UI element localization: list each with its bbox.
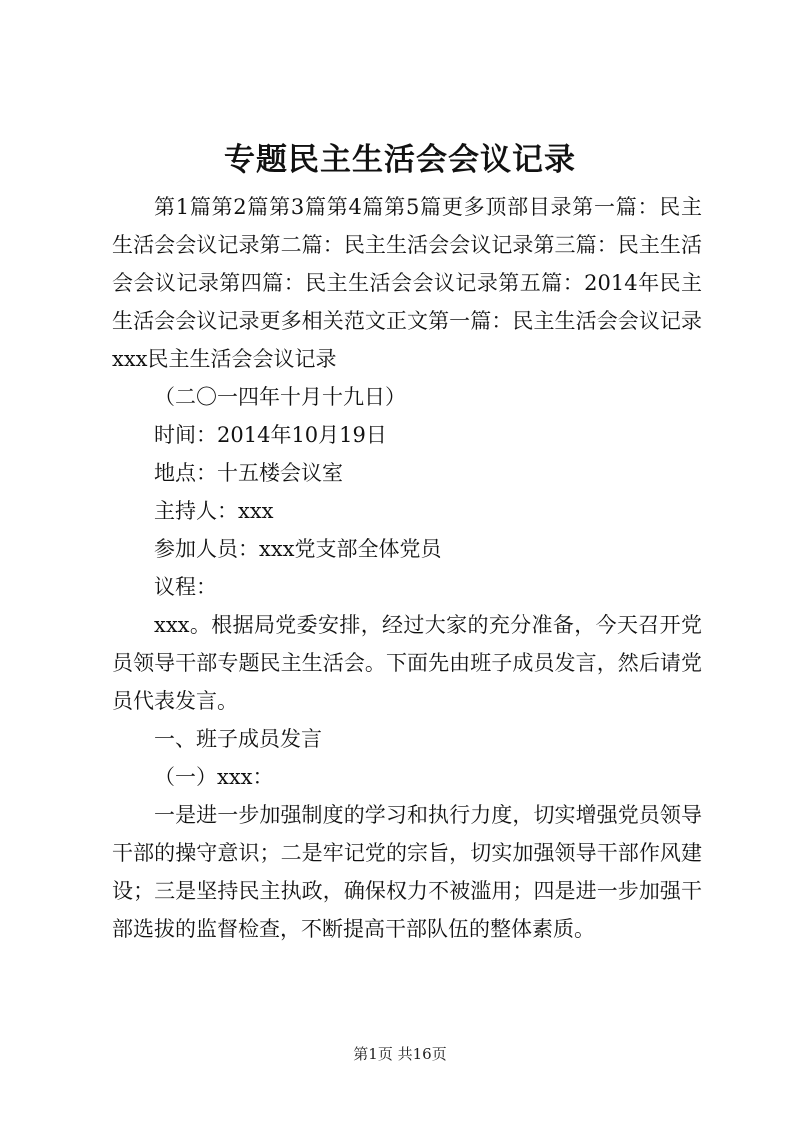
paragraph-location: 地点：十五楼会议室: [154, 461, 343, 485]
paragraph-opening: xxx。根据局党委安排，经过大家的充分准备，今天召开党员领导干部专题民主生活会。下面先由班子成员发言，然后请党员代表发言。: [112, 613, 702, 713]
paragraph-toc: 第1篇第2篇第3篇第4篇第5篇更多顶部目录第一篇：民主生活会会议记录第二篇：民主生活会会议记录第三篇：民主生活会会议记录第四篇：民主生活会会议记录第五篇：2014年民主生活会会议记录更多相关范文正文第一篇：民主生活会会议记录xxx民主生活会会议记录: [112, 195, 702, 371]
paragraph-speaker-label: （一）xxx：: [154, 765, 274, 789]
paragraph-section-heading: 一、班子成员发言: [154, 727, 322, 751]
document-body: [112, 188, 702, 948]
page-number-footer: 第1页 共16页: [353, 1045, 447, 1063]
paragraph-attendees: 参加人员：xxx党支部全体党员: [154, 537, 442, 561]
paragraph-agenda-label: 议程：: [154, 575, 217, 599]
paragraph-time: 时间：2014年10月19日: [154, 423, 387, 447]
paragraph-speech: 一是进一步加强制度的学习和执行力度，切实增强党员领导干部的操守意识；二是牢记党的宗旨，切实加强领导干部作风建设；三是坚持民主执政，确保权力不被滥用；四是进一步加强干部选拔的监督检查，不断提高干部队伍的整体素质。: [112, 803, 702, 941]
paragraph-host: 主持人：xxx: [154, 499, 274, 523]
paragraph-date: （二〇一四年十月十九日）: [154, 385, 406, 409]
document-title: 专题民主生活会会议记录: [224, 142, 576, 178]
